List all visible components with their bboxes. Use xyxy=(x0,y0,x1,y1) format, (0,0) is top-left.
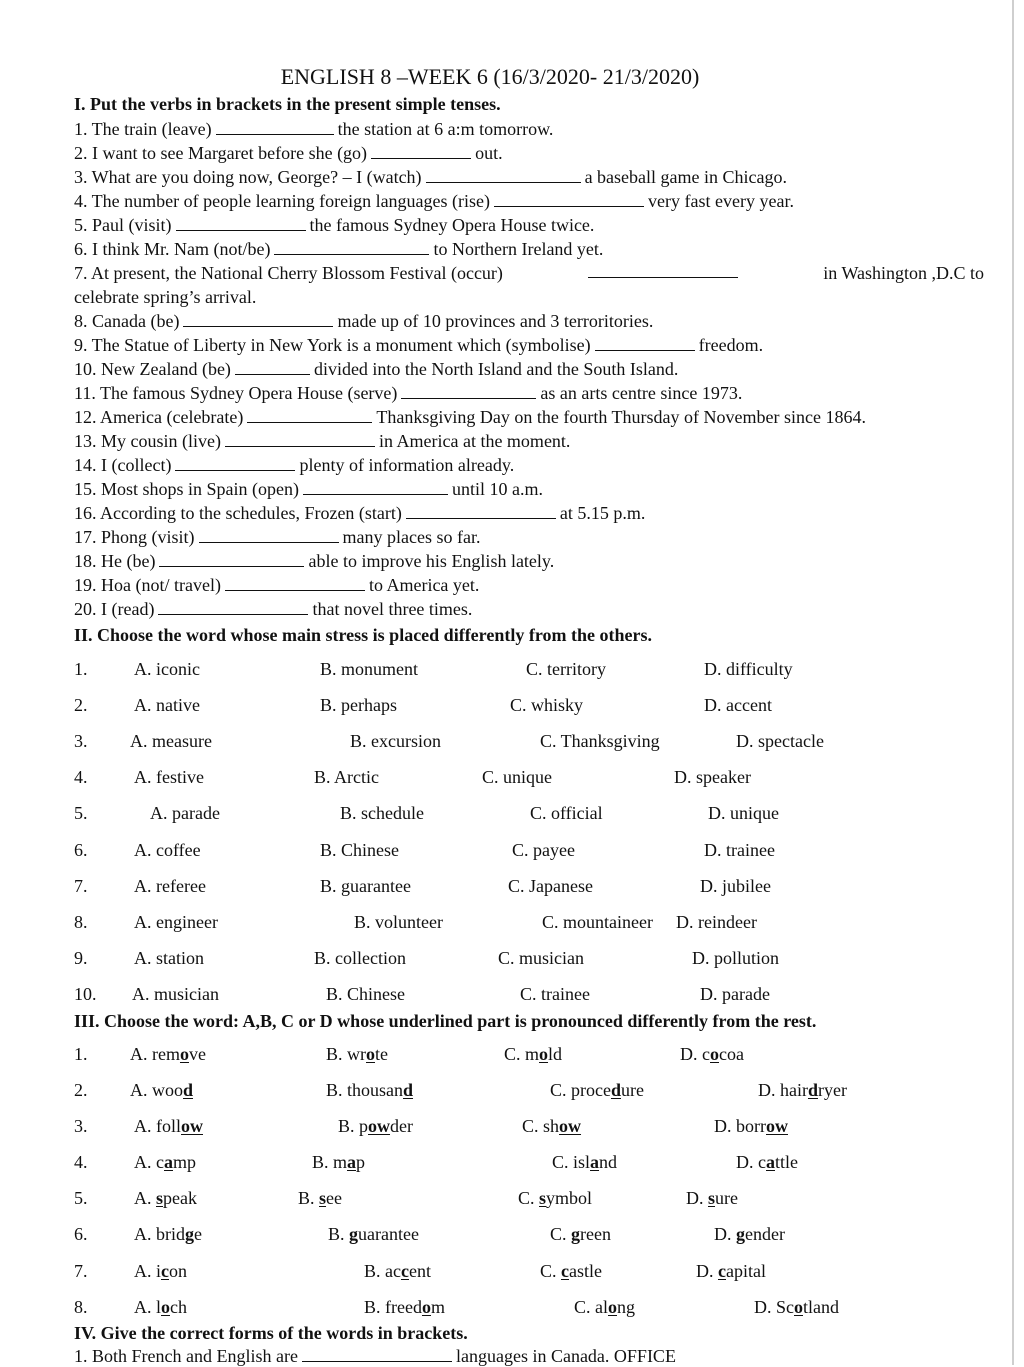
option-text: A. i xyxy=(134,1261,161,1281)
option-text: ure xyxy=(715,1188,738,1208)
option-d[interactable]: D. difficulty xyxy=(704,659,793,679)
underlined-sound: o xyxy=(421,1297,431,1317)
option-a[interactable]: A. referee xyxy=(134,876,206,896)
item-continuation: at 5.15 p.m. xyxy=(559,503,646,523)
item-prompt: 19. Hoa (not/ travel) xyxy=(74,575,221,595)
exercise-item xyxy=(74,431,570,452)
item-continuation: many places so far. xyxy=(342,527,481,547)
question-number: 3. xyxy=(74,731,88,751)
option-text: p xyxy=(356,1152,366,1172)
option-d[interactable] xyxy=(736,1152,798,1173)
option-b[interactable]: B. guarantee xyxy=(320,876,411,896)
underlined-sound: d xyxy=(610,1080,621,1100)
question-number: 1. xyxy=(74,1044,88,1064)
item-continuation: freedom. xyxy=(698,335,764,355)
exercise-item xyxy=(74,503,645,524)
answer-blank[interactable] xyxy=(401,384,536,399)
option-c[interactable] xyxy=(504,1044,562,1065)
item-prompt: 2. I want to see Margaret before she (go) xyxy=(74,143,368,163)
exercise-item xyxy=(74,407,866,428)
option-c[interactable] xyxy=(552,1152,617,1173)
question-number: 5. xyxy=(74,803,88,823)
item-continuation: made up of 10 provinces and 3 terroritories. xyxy=(337,311,654,331)
option-text: ld xyxy=(548,1044,563,1064)
underlined-sound: c xyxy=(161,1261,169,1281)
option-a[interactable] xyxy=(134,1261,187,1282)
option-d[interactable] xyxy=(714,1116,788,1137)
answer-blank[interactable] xyxy=(426,168,581,183)
answer-blank[interactable] xyxy=(159,552,304,567)
item-continuation: Thanksgiving Day on the fourth Thursday of November since 1864. xyxy=(376,407,866,427)
option-text: uarantee xyxy=(358,1224,419,1244)
option-b[interactable] xyxy=(338,1116,413,1137)
item-continuation: divided into the North Island and the South Island. xyxy=(313,359,679,379)
item-continuation: that novel three times. xyxy=(312,599,473,619)
underlined-sound: s xyxy=(319,1188,327,1208)
option-a[interactable]: A. festive xyxy=(134,767,204,787)
exercise-item xyxy=(74,599,472,620)
option-text: mp xyxy=(173,1152,197,1172)
option-a[interactable]: A. native xyxy=(134,695,200,715)
option-text: nd xyxy=(599,1152,618,1172)
answer-blank[interactable] xyxy=(199,528,339,543)
option-text: C. isl xyxy=(552,1152,591,1172)
option-d[interactable]: D. spectacle xyxy=(736,731,824,751)
option-c[interactable]: C. whisky xyxy=(510,695,584,715)
exercise-item xyxy=(74,119,553,140)
option-text: A. rem xyxy=(130,1044,180,1064)
option-c[interactable]: C. Thanksgiving xyxy=(540,731,660,751)
exercise-item xyxy=(74,575,479,596)
answer-blank[interactable] xyxy=(225,432,375,447)
item-continuation: as an arts centre since 1973. xyxy=(540,383,743,403)
option-text: B. xyxy=(328,1224,350,1244)
option-a[interactable]: A. iconic xyxy=(134,659,200,679)
answer-blank[interactable] xyxy=(588,263,738,278)
underlined-sound: o xyxy=(179,1044,189,1064)
answer-blank[interactable] xyxy=(183,312,333,327)
question-number: 9. xyxy=(74,948,88,968)
option-text: astle xyxy=(569,1261,603,1281)
underlined-sound: o xyxy=(794,1297,803,1317)
underlined-sound: ow xyxy=(766,1116,788,1136)
option-text: C. m xyxy=(504,1044,540,1064)
item-continuation: until 10 a.m. xyxy=(452,479,543,499)
option-b[interactable]: B. Chinese xyxy=(320,840,399,860)
page-edge-divider xyxy=(1012,0,1014,1365)
answer-blank[interactable] xyxy=(235,360,310,375)
answer-blank[interactable] xyxy=(216,120,334,135)
option-text: ch xyxy=(170,1297,187,1317)
item-prompt: 11. The famous Sydney Opera House (serve) xyxy=(74,383,398,403)
option-a[interactable]: A. measure xyxy=(130,731,212,751)
option-b[interactable]: B. Chinese xyxy=(326,984,405,1004)
option-b[interactable] xyxy=(298,1188,342,1209)
option-c[interactable] xyxy=(574,1297,635,1318)
option-text: D. xyxy=(686,1188,708,1208)
option-d[interactable]: D. jubilee xyxy=(700,876,771,896)
underlined-sound: s xyxy=(539,1188,547,1208)
option-d[interactable] xyxy=(686,1188,738,1209)
exercise-item xyxy=(74,215,594,236)
item-continuation: plenty of information already. xyxy=(299,455,515,475)
option-text: apital xyxy=(726,1261,766,1281)
underlined-sound: g xyxy=(349,1224,359,1244)
item-continuation: to Northern Ireland yet. xyxy=(433,239,604,259)
option-text: D. hair xyxy=(758,1080,808,1100)
option-text: D. Sc xyxy=(754,1297,794,1317)
item-continuation: able to improve his English lately. xyxy=(308,551,555,571)
option-c[interactable]: C. unique xyxy=(482,767,552,787)
option-c[interactable]: C. musician xyxy=(498,948,584,968)
option-text: peak xyxy=(163,1188,197,1208)
item-continuation: to America yet. xyxy=(368,575,480,595)
option-text: B. m xyxy=(312,1152,348,1172)
option-text: C. xyxy=(540,1261,562,1281)
option-d[interactable]: D. accent xyxy=(704,695,772,715)
underlined-sound: g xyxy=(185,1224,194,1244)
option-text: te xyxy=(375,1044,388,1064)
answer-blank[interactable] xyxy=(225,576,365,591)
section-4-item xyxy=(74,1346,676,1367)
option-text: ttle xyxy=(775,1152,798,1172)
question-number: 4. xyxy=(74,1152,88,1172)
option-text: D. c xyxy=(736,1152,766,1172)
option-d[interactable]: D. unique xyxy=(708,803,779,823)
underlined-sound: o xyxy=(366,1044,375,1064)
answer-blank[interactable] xyxy=(175,456,295,471)
item-continuation: the station at 6 a:m tomorrow. xyxy=(337,119,554,139)
exercise-item xyxy=(74,311,653,332)
exercise-item xyxy=(74,455,514,476)
option-text: ryer xyxy=(818,1080,847,1100)
item-prompt: 16. According to the schedules, Frozen (start) xyxy=(74,503,402,523)
question-number: 8. xyxy=(74,912,88,932)
option-text: ender xyxy=(745,1224,785,1244)
question-number: 8. xyxy=(74,1297,88,1317)
section-4-item-hint: languages in Canada. OFFICE xyxy=(455,1346,676,1366)
option-d[interactable]: D. reindeer xyxy=(676,912,757,932)
option-text: B. p xyxy=(338,1116,369,1136)
answer-blank[interactable] xyxy=(406,504,556,519)
option-text: ent xyxy=(408,1261,431,1281)
option-text: C. proce xyxy=(550,1080,611,1100)
answer-blank[interactable] xyxy=(371,144,471,159)
item-prompt: 1. The train (leave) xyxy=(74,119,212,139)
answer-blank[interactable] xyxy=(494,192,644,207)
exercise-item xyxy=(74,527,480,548)
underlined-sound: ow xyxy=(181,1116,203,1136)
underlined-sound: d xyxy=(183,1080,194,1100)
answer-blank[interactable] xyxy=(303,480,448,495)
option-text: coa xyxy=(719,1044,744,1064)
option-b[interactable]: B. excursion xyxy=(350,731,441,751)
option-text: tland xyxy=(803,1297,839,1317)
answer-blank[interactable] xyxy=(176,216,306,231)
option-a[interactable] xyxy=(134,1297,187,1318)
option-text: e xyxy=(194,1224,202,1244)
item-prompt: 8. Canada (be) xyxy=(74,311,180,331)
underlined-sound: s xyxy=(156,1188,164,1208)
item-continuation: a baseball game in Chicago. xyxy=(584,167,787,187)
item-continuation: out. xyxy=(475,143,503,163)
underlined-sound: c xyxy=(718,1261,726,1281)
exercise-item xyxy=(74,287,256,308)
option-b[interactable] xyxy=(364,1297,445,1318)
item-prompt: 9. The Statue of Liberty in New York is a monument which (symbolise) xyxy=(74,335,591,355)
underlined-sound: o xyxy=(608,1297,617,1317)
option-b[interactable]: B. collection xyxy=(314,948,406,968)
option-text: A. l xyxy=(134,1297,161,1317)
exercise-item xyxy=(74,263,984,284)
option-d[interactable] xyxy=(714,1224,785,1245)
option-a[interactable]: A. musician xyxy=(132,984,219,1004)
option-c[interactable]: C. payee xyxy=(512,840,575,860)
option-text: A. brid xyxy=(134,1224,185,1244)
item-continuation: in America at the moment. xyxy=(378,431,571,451)
option-text: B. thousan xyxy=(326,1080,404,1100)
option-text: C. sh xyxy=(522,1116,560,1136)
option-a[interactable]: A. coffee xyxy=(134,840,201,860)
option-text: reen xyxy=(580,1224,611,1244)
exercise-item xyxy=(74,551,554,572)
section-2-heading: II. Choose the word whose main stress is placed differently from the others. xyxy=(74,625,652,645)
option-text: ng xyxy=(617,1297,635,1317)
item-prompt: 5. Paul (visit) xyxy=(74,215,172,235)
option-c[interactable]: C. Japanese xyxy=(508,876,593,896)
option-text: A. woo xyxy=(130,1080,183,1100)
option-text: D. xyxy=(714,1224,736,1244)
exercise-item xyxy=(74,479,543,500)
question-number: 3. xyxy=(74,1116,88,1136)
option-c[interactable] xyxy=(550,1080,644,1101)
option-c[interactable]: C. official xyxy=(530,803,603,823)
question-number: 2. xyxy=(74,1080,88,1100)
item-prompt: 4. The number of people learning foreign languages (rise) xyxy=(74,191,491,211)
question-number: 1. xyxy=(74,659,88,679)
option-a[interactable] xyxy=(134,1152,196,1173)
underlined-sound: a xyxy=(347,1152,357,1172)
underlined-sound: d xyxy=(807,1080,818,1100)
item-prompt: 18. He (be) xyxy=(74,551,156,571)
underlined-sound: d xyxy=(403,1080,414,1100)
option-text: der xyxy=(390,1116,413,1136)
exercise-item xyxy=(74,167,787,188)
option-text: ymbol xyxy=(546,1188,593,1208)
answer-blank[interactable] xyxy=(247,408,372,423)
section-3-heading: III. Choose the word: A,B, C or D whose underlined part is pronounced differently from the rest. xyxy=(74,1011,817,1031)
option-b[interactable] xyxy=(312,1152,365,1173)
option-d[interactable] xyxy=(696,1261,766,1282)
option-text: A. foll xyxy=(134,1116,181,1136)
option-a[interactable] xyxy=(134,1224,202,1245)
option-text: B. freed xyxy=(364,1297,422,1317)
option-c[interactable]: C. trainee xyxy=(520,984,590,1004)
section-4-item-text: 1. Both French and English are xyxy=(74,1346,298,1366)
question-number: 6. xyxy=(74,1224,88,1244)
exercise-item xyxy=(74,191,794,212)
option-b[interactable] xyxy=(326,1080,413,1101)
underlined-sound: a xyxy=(164,1152,173,1172)
option-d[interactable] xyxy=(758,1080,847,1101)
option-b[interactable] xyxy=(326,1044,388,1065)
item-continuation: the famous Sydney Opera House twice. xyxy=(309,215,595,235)
option-text: C. xyxy=(518,1188,540,1208)
option-text: on xyxy=(169,1261,187,1281)
underlined-sound: g xyxy=(571,1224,581,1244)
option-a[interactable] xyxy=(130,1044,206,1065)
item-prompt: 6. I think Mr. Nam (not/be) xyxy=(74,239,271,259)
underlined-sound: ow xyxy=(368,1116,391,1136)
option-c[interactable] xyxy=(518,1188,592,1209)
option-b[interactable] xyxy=(328,1224,419,1245)
question-number: 6. xyxy=(74,840,88,860)
question-number: 5. xyxy=(74,1188,88,1208)
option-a[interactable] xyxy=(134,1188,197,1209)
option-text: D. borr xyxy=(714,1116,766,1136)
option-text: B. ac xyxy=(364,1261,401,1281)
exercise-item xyxy=(74,239,603,260)
answer-blank[interactable] xyxy=(274,240,429,255)
exercise-item xyxy=(74,143,503,164)
option-text: ure xyxy=(621,1080,644,1100)
item-prompt: 13. My cousin (live) xyxy=(74,431,221,451)
underlined-sound: c xyxy=(561,1261,570,1281)
option-a[interactable] xyxy=(130,1080,193,1101)
option-c[interactable]: C. mountaineer xyxy=(542,912,653,932)
item-continuation: in Washington ,D.C to xyxy=(823,263,984,283)
answer-blank[interactable] xyxy=(595,336,695,351)
underlined-sound: o xyxy=(539,1044,549,1064)
question-number: 10. xyxy=(74,984,97,1004)
option-a[interactable]: A. station xyxy=(134,948,204,968)
option-text: A. xyxy=(134,1188,156,1208)
option-c[interactable] xyxy=(540,1261,602,1282)
option-text: C. al xyxy=(574,1297,608,1317)
option-a[interactable] xyxy=(134,1116,203,1137)
option-d[interactable]: D. parade xyxy=(700,984,770,1004)
option-a[interactable]: A. parade xyxy=(150,803,220,823)
underlined-sound: s xyxy=(708,1188,716,1208)
question-number: 4. xyxy=(74,767,88,787)
option-text: C. xyxy=(550,1224,572,1244)
item-prompt: 15. Most shops in Spain (open) xyxy=(74,479,299,499)
item-prompt: celebrate spring’s arrival. xyxy=(74,287,257,307)
option-text: ee xyxy=(326,1188,343,1208)
underlined-sound: a xyxy=(766,1152,775,1172)
item-prompt: 17. Phong (visit) xyxy=(74,527,195,547)
section-1-heading: I. Put the verbs in brackets in the present simple tenses. xyxy=(74,94,501,114)
option-text: B. wr xyxy=(326,1044,366,1064)
option-a[interactable]: A. engineer xyxy=(134,912,218,932)
answer-blank[interactable] xyxy=(158,600,308,615)
exercise-item xyxy=(74,383,742,404)
underlined-sound: a xyxy=(590,1152,600,1172)
item-prompt: 10. New Zealand (be) xyxy=(74,359,231,379)
question-number: 7. xyxy=(74,876,88,896)
option-b[interactable]: B. perhaps xyxy=(320,695,397,715)
item-prompt: 14. I (collect) xyxy=(74,455,172,475)
option-b[interactable]: B. Arctic xyxy=(314,767,379,787)
option-text: D. xyxy=(696,1261,718,1281)
option-text: B. xyxy=(298,1188,320,1208)
underlined-sound: ow xyxy=(559,1116,582,1136)
option-text: D. c xyxy=(680,1044,710,1064)
option-d[interactable] xyxy=(754,1297,839,1318)
exercise-item xyxy=(74,335,763,356)
option-d[interactable]: D. trainee xyxy=(704,840,775,860)
option-c[interactable]: C. territory xyxy=(526,659,606,679)
option-b[interactable]: B. schedule xyxy=(340,803,424,823)
option-text: ve xyxy=(188,1044,206,1064)
question-number: 2. xyxy=(74,695,88,715)
answer-blank[interactable] xyxy=(302,1347,452,1362)
page-title: ENGLISH 8 –WEEK 6 (16/3/2020- 21/3/2020) xyxy=(280,64,700,89)
question-number: 7. xyxy=(74,1261,88,1281)
option-d[interactable]: D. pollution xyxy=(692,948,780,968)
underlined-sound: g xyxy=(736,1224,745,1244)
underlined-sound: c xyxy=(400,1261,409,1281)
item-prompt: 20. I (read) xyxy=(74,599,155,619)
option-c[interactable] xyxy=(550,1224,611,1245)
item-prompt: 3. What are you doing now, George? – I (watch) xyxy=(74,167,422,187)
item-prompt: 12. America (celebrate) xyxy=(74,407,244,427)
exercise-item xyxy=(74,359,678,380)
section-4-heading: IV. Give the correct forms of the words in brackets. xyxy=(74,1323,468,1343)
option-text: A. c xyxy=(134,1152,164,1172)
option-b[interactable]: B. volunteer xyxy=(354,912,443,932)
underlined-sound: o xyxy=(161,1297,170,1317)
option-d[interactable] xyxy=(680,1044,744,1065)
item-continuation: very fast every year. xyxy=(648,191,794,211)
underlined-sound: o xyxy=(710,1044,719,1064)
option-b[interactable] xyxy=(364,1261,431,1282)
option-c[interactable] xyxy=(522,1116,581,1137)
option-d[interactable]: D. speaker xyxy=(674,767,751,787)
option-text: m xyxy=(430,1297,445,1317)
item-prompt: 7. At present, the National Cherry Blossom Festival (occur) xyxy=(74,263,503,283)
option-b[interactable]: B. monument xyxy=(320,659,418,679)
